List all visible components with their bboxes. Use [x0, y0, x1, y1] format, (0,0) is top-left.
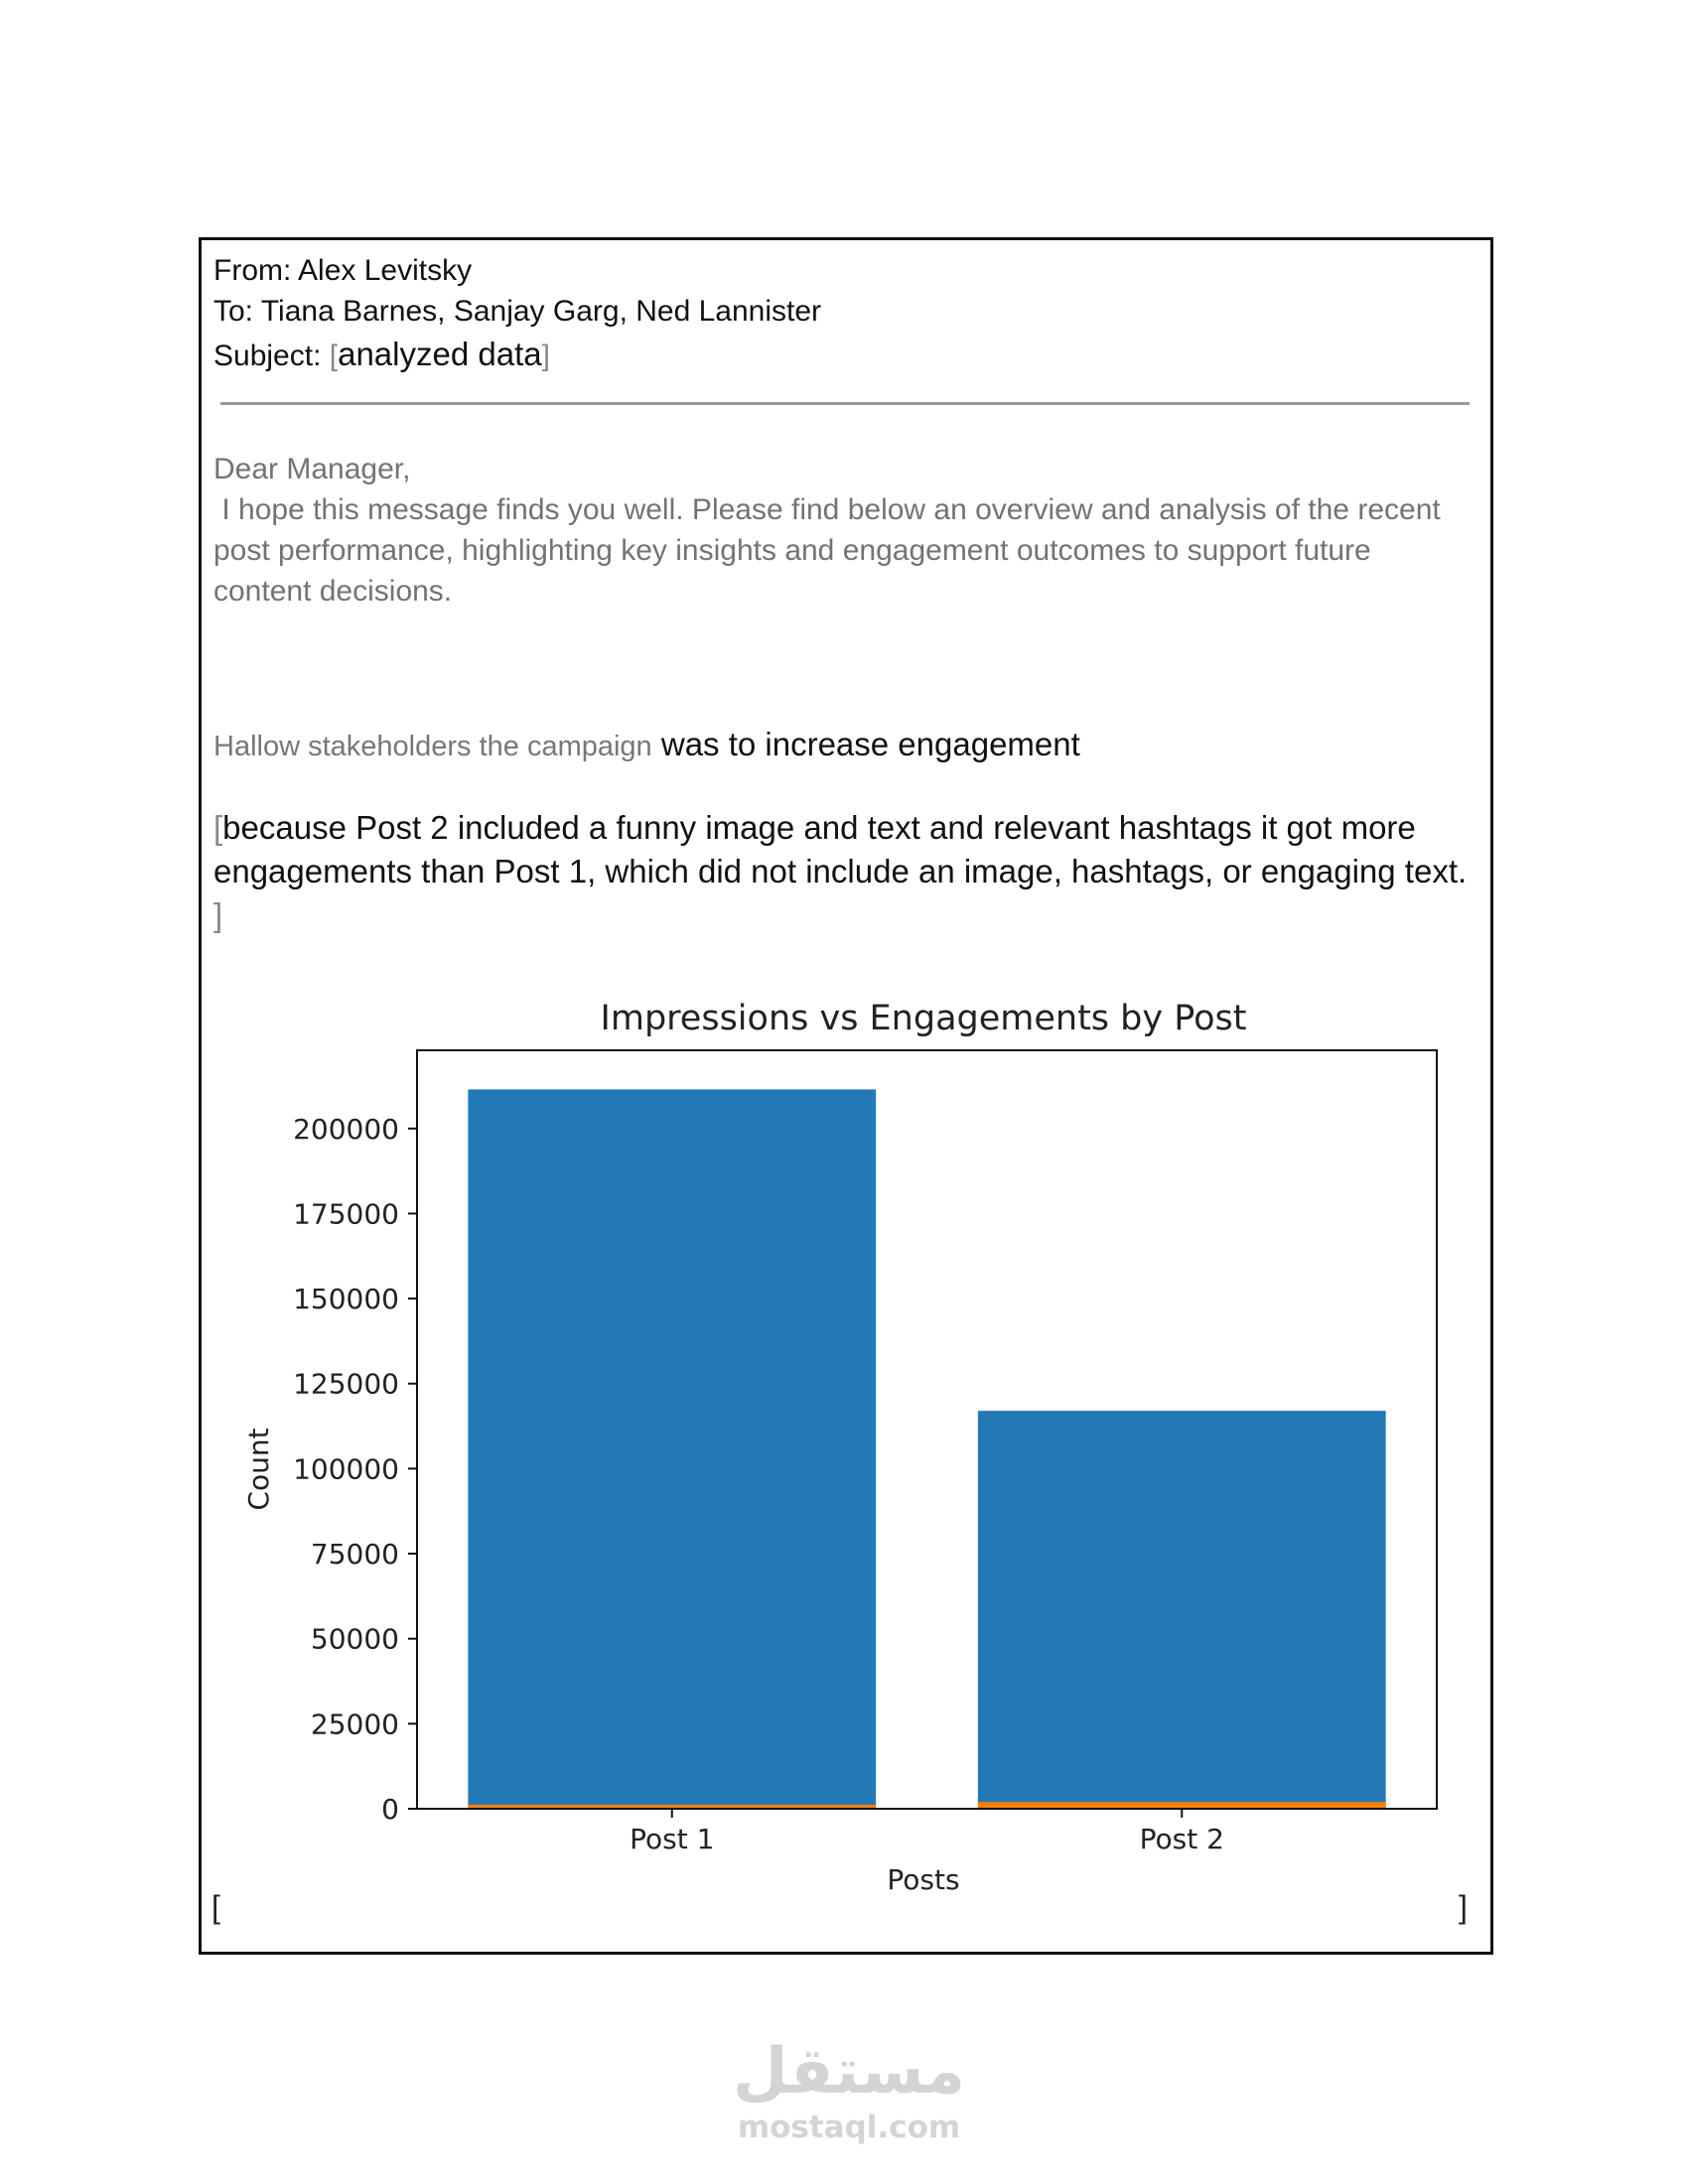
- chart-title: Impressions vs Engagements by Post: [600, 999, 1247, 1038]
- bar-series2-post-2: [978, 1802, 1386, 1809]
- watermark: [730, 2035, 968, 2145]
- bar-series1-post-2: [978, 1411, 1386, 1809]
- impressions-engagements-chart: [228, 983, 1479, 1926]
- finding-text: because Post 2 included a funny image and text and relevant hashtags it got more engagements than Post 1, which did not include an image, hashtags, or engaging text.: [213, 809, 1468, 889]
- stakeholders-prefix: Hallow stakeholders the campaign: [213, 731, 652, 762]
- from-value: Alex Levitsky: [298, 254, 473, 287]
- x-tick-label: Post 1: [630, 1823, 715, 1855]
- y-tick-label: 0: [381, 1793, 399, 1826]
- y-tick-label: 150000: [293, 1283, 399, 1316]
- chart-container: [228, 983, 1479, 1926]
- subject-close-bracket: ]: [541, 340, 550, 372]
- chart-open-bracket: [: [211, 1889, 220, 1925]
- x-axis-label: Posts: [887, 1863, 960, 1896]
- stakeholders-line: [213, 723, 1475, 768]
- bar-series1-post-1: [468, 1089, 876, 1809]
- subject-line: [213, 338, 550, 371]
- header-divider: [220, 402, 1470, 405]
- greeting: Dear Manager,: [213, 453, 411, 485]
- y-tick-label: 100000: [293, 1452, 399, 1486]
- y-tick-label: 25000: [310, 1707, 399, 1741]
- y-tick-label: 200000: [293, 1112, 399, 1146]
- intro-paragraph: I hope this message finds you well. Please find below an overview and analysis of the recent post performance, highlighting key insights and engagement outcomes to support future content decisions.: [213, 493, 1450, 608]
- from-label: From:: [213, 254, 292, 287]
- finding-open-bracket: [: [213, 809, 223, 846]
- y-tick-label: 50000: [310, 1622, 399, 1656]
- to-label: To:: [213, 295, 254, 328]
- subject-label: Subject:: [213, 340, 322, 372]
- stakeholders-goal: was to increase engagement: [660, 726, 1080, 762]
- from-line: [213, 256, 472, 286]
- finding-close-bracket: ]: [213, 896, 223, 933]
- chart-close-bracket: ]: [1459, 1889, 1468, 1925]
- y-axis-label: Count: [242, 1428, 275, 1511]
- subject-open-bracket: [: [329, 340, 339, 372]
- x-tick-label: Post 2: [1139, 1823, 1224, 1855]
- finding-paragraph: [213, 806, 1475, 937]
- subject-value: analyzed data: [338, 336, 542, 372]
- y-tick-label: 125000: [293, 1367, 399, 1401]
- watermark-logo: مستقل: [732, 2035, 966, 2109]
- to-line: [213, 297, 821, 327]
- watermark-url: mostaql.com: [737, 2110, 961, 2145]
- y-tick-label: 175000: [293, 1197, 399, 1231]
- y-tick-label: 75000: [310, 1538, 399, 1571]
- to-value: Tiana Barnes, Sanjay Garg, Ned Lannister: [260, 295, 822, 328]
